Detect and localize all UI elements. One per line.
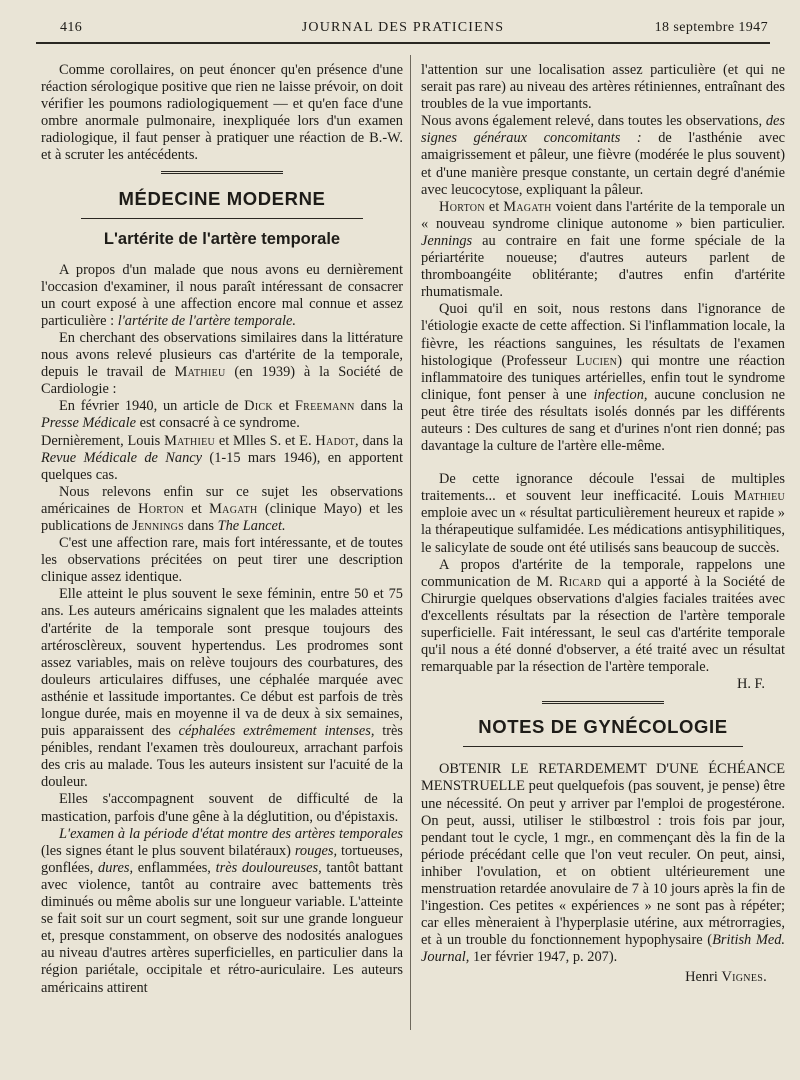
left-column — [41, 62, 403, 997]
page-number: 416 — [60, 20, 83, 35]
article-title: L'artérite de l'artère temporale — [103, 229, 341, 248]
page-header — [36, 16, 770, 44]
paragraph: Quoi qu'il en soit, nous restons dans l'ignorance de l'étiologie exacte de cette affection. Si l'inflammation locale, la fièvre, les réactions sanguines, les résultats de l'examen histologique (Professeur Lucien) qui montre une réaction inflammatoire des tuniques artérielles, enfin tout le syndrome clinique, font penser à une infection, aucune conclusion ne peut être tirée des résultats isolés donnés par les différents auteurs : Des cultures de sang et d'urines n'ont rien donné; pas davantage la culture de l'artère elle-même. — [421, 301, 786, 455]
paragraph: Dernièrement, Louis Mathieu et Mlles S. et E. Hadot, dans la Revue Médicale de Nancy (1-15 mars 1946), en apportent quelques cas. — [41, 432, 404, 483]
title-rule — [463, 746, 743, 747]
paragraph: l'attention sur une localisation assez particulière (et qui ne serait pas rare) au niveau des artères rétiniennes, entraînant des troubles de la vue importants. — [421, 62, 785, 113]
right-column — [421, 62, 785, 986]
paragraph: Elle atteint le plus souvent le sexe féminin, entre 50 et 75 ans. Les auteurs américains signalent que les malades atteints d'artérite de la temporale sont presque toujours des artérosclèreux, souvent hypertendus. Les prodromes sont assez variables, mais on relève toujours des courbatures, des douleurs articulaires diffuses, une céphalée marquée avec asthénie et lassitude importantes. Ce début est parfois de très longue durée, mais en moyenne il va de deux à six semaines, puis apparaissent des céphalées extrêmement intenses, très pénibles, rendant l'examen très douloureux, arrachant parfois des cris au malade. Tous les auteurs insistent sur l'acuité de la douleur. — [41, 586, 403, 791]
journal-title: JOURNAL DES PRATICIENS — [301, 20, 505, 35]
paragraph: C'est une affection rare, mais fort intéressante, et de toutes les observations précitées on peut tirer une description clinique assez identique. — [41, 535, 403, 586]
intro-paragraph: Comme corollaires, on peut énoncer qu'en présence d'une réaction sérologique positive que rien ne laisse prévoir, on doit vérifier les poumons radiologiquement — et qu'en face d'une ombre anormale pulmonaire, inexpliquée lors d'un examen radiologique, il faut penser à pratiquer une réaction de B.-W. et à scruter les antécédents. — [41, 62, 403, 164]
paragraph: Nous relevons enfin sur ce sujet les observations américaines de Horton et Magath (clinique Mayo) et les publications de Jennings dans The Lancet. — [41, 483, 403, 534]
paragraph: En cherchant des observations similaires dans la littérature nous avons relevé plusieurs cas d'artérite de la temporale, depuis le travail de Mathieu (en 1939) à la Société de Cardiologie : — [41, 329, 403, 398]
paragraph-gap — [421, 455, 785, 471]
author-initials: H. F. — [736, 676, 765, 693]
paragraph: Horton et Magath voient dans l'artérite de la temporale un « nouveau syndrome clinique autonome » bien particulier. Jennings au contraire en fait une forme spéciale de la périartérite noueuse; d'autres auteurs parlent de thromboangéite oblitérante; d'autres enfin d'artérite rhumatismale. — [421, 198, 785, 301]
column-divider — [410, 55, 411, 1030]
paragraph: Nous avons également relevé, dans toutes les observations, des signes généraux concomitants : de l'asthénie avec amaigrissement et pâleur, une fièvre (modérée le plus souvent) et d'une manière presque constante, un certain degré d'anémie avec leucocytose, expliquant la pâleur. — [421, 113, 785, 198]
paragraph: A propos d'un malade que nous avons eu dernièrement l'occasion d'examiner, il nous paraît intéressant de consacrer un court exposé à une affection encore mal connue et assez particulière : l'artérite de l'artère temporale. — [41, 261, 403, 329]
paragraph: L'examen à la période d'état montre des artères temporales (les signes étant le plus souvent bilatéraux) rouges, tortueuses, gonflées, dures, enflammées, très douloureuses, tantôt battant avec violence, tantôt au contraire avec battements très diminués ou même abolis sur une longueur variable. L'atteinte se fait soit sur un court segment, soit sur une grande longueur et, presque constamment, on observe des nodosités analogues au niveau d'autres artères superficielles, en particulier dans la région pariétale, occipitale et rétro-auriculaire. Les auteurs américains attirent — [41, 825, 404, 996]
issue-date: 18 septembre 1947 — [654, 20, 768, 35]
author-signature: Henri Vignes. — [685, 968, 767, 985]
paragraph: A propos d'artérite de la temporale, rappelons une communication de M. Ricard qui a apporté à la Société de Chirurgie quelques observations d'algies faciales traitées avec d'excellents résultats par la résection de l'artère temporale superficielle. Fait intéressant, le seul cas d'artérite temporale qu'il nous a été donné d'observer, a été traité avec un résultat remarquable par la résection de l'artère temporale. — [421, 556, 785, 676]
paragraph: Elles s'accompagnent souvent de difficulté de la mastication, parfois d'une gêne à la déglutition, ou d'épistaxis. — [41, 791, 403, 825]
paragraph: De cette ignorance découle l'essai de multiples traitements... et souvent leur inefficacité. Louis Mathieu emploie avec un « résultat particulièrement heureux et rapide » la thérapeutique sulfamidée. Les médications antisyphilitiques, le salicylate de soude ont été utilisés sans beaucoup de succès. — [421, 471, 785, 556]
section-title-medecine: MÉDECINE MODERNE — [118, 187, 326, 209]
section-title-gynecologie: NOTES DE GYNÉCOLOGIE — [478, 716, 728, 738]
section-separator — [161, 171, 283, 174]
section-separator — [542, 701, 664, 704]
title-rule — [81, 218, 363, 219]
paragraph: En février 1940, un article de Dick et Freemann dans la Presse Médicale est consacré à ce syndrome. — [41, 398, 403, 432]
paragraph: OBTENIR LE RETARDEMEMT D'UNE ÉCHÉANCE MENSTRUELLE peut quelquefois (pas souvent, je pense) être une nécessité. On peut y arriver par l'emploi de progestérone. On peut, aussi, utiliser le stilbœstrol : trois fois par jour, pendant tout le cycle, 1 mgr., en commençant dès la fin de la période précédant celle que l'on veut reculer. On peut, ainsi, inhiber l'ovulation, et on obtient ultérieurement une menstruation retardée anovulaire de 7 à 10 jours après la fin de l'ingestion. Ces petites « expériences » ne sont pas à répéter; car elles mèneraient à l'hyperplasie utérine, aux métrorragies, et à un trouble du fonctionnement hypophysaire (British Med. Journal, 1er février 1947, p. 207). — [421, 761, 785, 966]
